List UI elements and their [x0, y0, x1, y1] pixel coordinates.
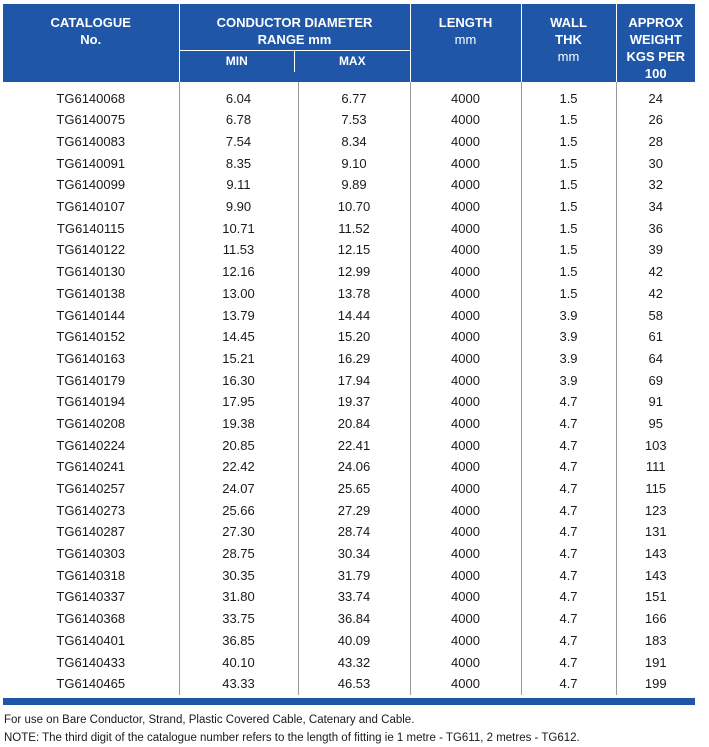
wall-thk-cell: 3.9 — [521, 348, 616, 370]
catalogue-no-cell: TG6140401 — [3, 630, 179, 652]
min-diameter-cell: 9.90 — [179, 196, 298, 218]
catalogue-table — [3, 4, 695, 695]
catalogue-no-cell: TG6140130 — [3, 261, 179, 283]
catalogue-no-cell: TG6140083 — [3, 131, 179, 153]
wall-thk-cell: 1.5 — [521, 109, 616, 131]
weight-cell: 58 — [648, 307, 663, 323]
length-cell: 4000 — [410, 239, 521, 261]
max-diameter-cell: 17.94 — [298, 369, 410, 391]
header-wall-line2: THK — [555, 32, 582, 47]
table-row — [3, 478, 695, 500]
footnotes — [3, 711, 695, 747]
weight-cell: 199 — [644, 676, 667, 692]
catalogue-no-cell: TG6140138 — [3, 283, 179, 305]
max-diameter-cell: 40.09 — [298, 630, 410, 652]
usage-note: For use on Bare Conductor, Strand, Plastic Covered Cable, Catenary and Cable. — [4, 713, 415, 726]
catalogue-no-cell: TG6140257 — [3, 478, 179, 500]
catalogue-no-cell: TG6140208 — [3, 413, 179, 435]
max-diameter-cell: 12.99 — [298, 261, 410, 283]
table-row — [3, 283, 695, 305]
catalogue-no-cell: TG6140337 — [3, 586, 179, 608]
header-catalogue-line1: CATALOGUE — [50, 15, 131, 30]
weight-cell: 191 — [644, 654, 667, 670]
table-row — [3, 217, 695, 239]
table-row — [3, 304, 695, 326]
length-cell: 4000 — [410, 348, 521, 370]
catalogue-no-cell: TG6140179 — [3, 369, 179, 391]
table-row — [3, 543, 695, 565]
length-cell: 4000 — [410, 326, 521, 348]
weight-cell: 123 — [644, 502, 667, 518]
weight-cell: 28 — [648, 134, 663, 150]
wall-thk-cell: 3.9 — [521, 369, 616, 391]
header-length-line2: mm — [454, 32, 477, 47]
length-cell: 4000 — [410, 630, 521, 652]
table-row — [3, 521, 695, 543]
min-diameter-cell: 28.75 — [179, 543, 298, 565]
header-max: MAX — [338, 54, 366, 68]
max-diameter-cell: 12.15 — [298, 239, 410, 261]
table-row — [3, 82, 695, 109]
weight-cell: 32 — [648, 177, 663, 193]
wall-thk-cell: 4.7 — [521, 630, 616, 652]
max-diameter-cell: 16.29 — [298, 348, 410, 370]
catalogue-no-cell: TG6140091 — [3, 152, 179, 174]
max-diameter-cell: 11.52 — [298, 217, 410, 239]
min-diameter-cell: 14.45 — [179, 326, 298, 348]
max-diameter-cell: 13.78 — [298, 283, 410, 305]
min-diameter-cell: 20.85 — [179, 434, 298, 456]
max-diameter-cell: 28.74 — [298, 521, 410, 543]
weight-cell: 64 — [648, 350, 663, 366]
catalogue-no-cell: TG6140433 — [3, 651, 179, 673]
max-diameter-cell: 15.20 — [298, 326, 410, 348]
weight-cell: 24 — [648, 91, 663, 106]
min-diameter-cell: 43.33 — [179, 673, 298, 695]
min-diameter-cell: 6.78 — [179, 109, 298, 131]
min-diameter-cell: 7.54 — [179, 131, 298, 153]
min-diameter-cell: 40.10 — [179, 651, 298, 673]
weight-cell: 111 — [645, 459, 666, 475]
min-diameter-cell: 9.11 — [179, 174, 298, 196]
max-diameter-cell: 7.53 — [298, 109, 410, 131]
max-diameter-cell: 22.41 — [298, 434, 410, 456]
header-conductor-line2: RANGE mm — [257, 32, 332, 47]
max-diameter-cell: 27.29 — [298, 499, 410, 521]
header-min: MIN — [180, 51, 296, 72]
wall-thk-cell: 4.7 — [521, 608, 616, 630]
table-row — [3, 586, 695, 608]
weight-cell: 26 — [648, 112, 663, 128]
max-diameter-cell: 9.10 — [298, 152, 410, 174]
wall-thk-cell: 1.5 — [521, 174, 616, 196]
header-catalogue-no — [3, 4, 179, 82]
catalogue-no-cell: TG6140068 — [3, 82, 179, 109]
catalogue-no-cell: TG6140107 — [3, 196, 179, 218]
table-row — [3, 152, 695, 174]
header-length-line1: LENGTH — [438, 15, 493, 30]
max-diameter-cell: 46.53 — [298, 673, 410, 695]
catalogue-no-cell: TG6140287 — [3, 521, 179, 543]
max-diameter-cell: 6.77 — [298, 82, 410, 109]
length-cell: 4000 — [410, 499, 521, 521]
catalogue-no-cell: TG6140115 — [3, 217, 179, 239]
min-diameter-cell: 12.16 — [179, 261, 298, 283]
catalogue-no-cell: TG6140194 — [3, 391, 179, 413]
table-row — [3, 608, 695, 630]
table-row — [3, 434, 695, 456]
catalogue-no-cell: TG6140241 — [3, 456, 179, 478]
catalogue-table-container — [3, 4, 695, 747]
wall-thk-cell: 4.7 — [521, 543, 616, 565]
table-row — [3, 456, 695, 478]
min-diameter-cell: 24.07 — [179, 478, 298, 500]
wall-thk-cell: 4.7 — [521, 564, 616, 586]
table-row — [3, 564, 695, 586]
length-cell: 4000 — [410, 82, 521, 109]
min-diameter-cell: 15.21 — [179, 348, 298, 370]
min-diameter-cell: 36.85 — [179, 630, 298, 652]
table-row — [3, 391, 695, 413]
wall-thk-cell: 1.5 — [521, 239, 616, 261]
catalogue-no-cell: TG6140152 — [3, 326, 179, 348]
weight-cell: 115 — [645, 481, 667, 497]
max-diameter-cell: 24.06 — [298, 456, 410, 478]
wall-thk-cell: 1.5 — [521, 152, 616, 174]
min-diameter-cell: 22.42 — [179, 456, 298, 478]
min-diameter-cell: 33.75 — [179, 608, 298, 630]
min-diameter-cell: 16.30 — [179, 369, 298, 391]
weight-cell: 34 — [648, 199, 663, 215]
min-diameter-cell: 25.66 — [179, 499, 298, 521]
catalogue-no-cell: TG6140075 — [3, 109, 179, 131]
table-body — [3, 82, 695, 695]
wall-thk-cell: 1.5 — [521, 82, 616, 109]
max-diameter-cell: 33.74 — [298, 586, 410, 608]
length-cell: 4000 — [410, 152, 521, 174]
wall-thk-cell: 4.7 — [521, 499, 616, 521]
wall-thk-cell: 4.7 — [521, 651, 616, 673]
min-diameter-cell: 19.38 — [179, 413, 298, 435]
table-row — [3, 348, 695, 370]
min-diameter-cell: 27.30 — [179, 521, 298, 543]
length-cell: 4000 — [410, 283, 521, 305]
min-diameter-cell: 11.53 — [179, 239, 298, 261]
table-header — [3, 4, 695, 82]
max-diameter-cell: 14.44 — [298, 304, 410, 326]
table-row — [3, 651, 695, 673]
max-diameter-cell: 25.65 — [298, 478, 410, 500]
catalogue-no-cell: TG6140224 — [3, 434, 179, 456]
wall-thk-cell: 1.5 — [521, 131, 616, 153]
table-row — [3, 109, 695, 131]
wall-thk-cell: 1.5 — [521, 196, 616, 218]
max-diameter-cell: 36.84 — [298, 608, 410, 630]
length-cell: 4000 — [410, 261, 521, 283]
weight-cell: 36 — [648, 220, 663, 236]
catalogue-no-cell: TG6140122 — [3, 239, 179, 261]
table-row — [3, 326, 695, 348]
weight-cell: 183 — [644, 632, 667, 648]
wall-thk-cell: 4.7 — [521, 434, 616, 456]
weight-cell: 103 — [644, 437, 667, 453]
length-cell: 4000 — [410, 109, 521, 131]
weight-cell: 166 — [644, 611, 667, 627]
length-cell: 4000 — [410, 608, 521, 630]
bottom-rule — [3, 698, 695, 705]
length-cell: 4000 — [410, 521, 521, 543]
weight-cell: 42 — [648, 264, 663, 280]
length-cell: 4000 — [410, 217, 521, 239]
max-diameter-cell: 31.79 — [298, 564, 410, 586]
wall-thk-cell: 4.7 — [521, 521, 616, 543]
header-conductor-diameter — [179, 4, 410, 82]
max-diameter-cell: 9.89 — [298, 174, 410, 196]
length-cell: 4000 — [410, 564, 521, 586]
weight-cell: 95 — [648, 415, 663, 431]
table-row — [3, 131, 695, 153]
weight-cell: 61 — [648, 329, 663, 345]
weight-cell: 131 — [644, 524, 667, 540]
wall-thk-cell: 1.5 — [521, 261, 616, 283]
max-diameter-cell: 30.34 — [298, 543, 410, 565]
length-cell: 4000 — [410, 651, 521, 673]
length-cell: 4000 — [410, 391, 521, 413]
wall-thk-cell: 3.9 — [521, 304, 616, 326]
header-wall-line1: WALL — [550, 15, 587, 30]
weight-cell: 91 — [648, 394, 663, 410]
wall-thk-cell: 4.7 — [521, 586, 616, 608]
length-cell: 4000 — [410, 196, 521, 218]
length-cell: 4000 — [410, 478, 521, 500]
min-diameter-cell: 8.35 — [179, 152, 298, 174]
catalogue-digit-note: NOTE: The third digit of the catalogue number refers to the length of fitting ie 1 metre - TG611, 2 metres - TG612. — [4, 731, 580, 744]
length-cell: 4000 — [410, 304, 521, 326]
catalogue-no-cell: TG6140163 — [3, 348, 179, 370]
table-row — [3, 499, 695, 521]
length-cell: 4000 — [410, 413, 521, 435]
wall-thk-cell: 4.7 — [521, 478, 616, 500]
max-diameter-cell: 10.70 — [298, 196, 410, 218]
catalogue-no-cell: TG6140303 — [3, 543, 179, 565]
min-diameter-cell: 10.71 — [179, 217, 298, 239]
wall-thk-cell: 4.7 — [521, 391, 616, 413]
max-diameter-cell: 8.34 — [298, 131, 410, 153]
wall-thk-cell: 1.5 — [521, 217, 616, 239]
max-diameter-cell: 43.32 — [298, 651, 410, 673]
table-row — [3, 261, 695, 283]
length-cell: 4000 — [410, 673, 521, 695]
header-catalogue-line2: No. — [80, 32, 102, 47]
wall-thk-cell: 4.7 — [521, 456, 616, 478]
catalogue-no-cell: TG6140099 — [3, 174, 179, 196]
table-row — [3, 196, 695, 218]
length-cell: 4000 — [410, 174, 521, 196]
catalogue-no-cell: TG6140273 — [3, 499, 179, 521]
header-weight-line2: KGS PER 100 — [626, 49, 686, 81]
wall-thk-cell: 4.7 — [521, 413, 616, 435]
weight-cell: 69 — [648, 372, 663, 388]
weight-cell: 42 — [648, 285, 663, 301]
table-row — [3, 174, 695, 196]
header-weight-line1: APPROX WEIGHT — [628, 15, 684, 47]
max-diameter-cell: 19.37 — [298, 391, 410, 413]
weight-cell: 143 — [644, 546, 667, 562]
wall-thk-cell: 3.9 — [521, 326, 616, 348]
length-cell: 4000 — [410, 131, 521, 153]
wall-thk-cell: 1.5 — [521, 283, 616, 305]
header-approx-weight — [616, 4, 695, 82]
weight-cell: 143 — [644, 567, 667, 583]
length-cell: 4000 — [410, 369, 521, 391]
min-diameter-cell: 17.95 — [179, 391, 298, 413]
length-cell: 4000 — [410, 456, 521, 478]
header-wall-thk — [521, 4, 616, 82]
header-conductor-line1: CONDUCTOR DIAMETER — [216, 15, 373, 30]
max-diameter-cell: 20.84 — [298, 413, 410, 435]
min-diameter-cell: 31.80 — [179, 586, 298, 608]
table-row — [3, 413, 695, 435]
length-cell: 4000 — [410, 586, 521, 608]
weight-cell: 30 — [648, 155, 663, 171]
table-row — [3, 369, 695, 391]
length-cell: 4000 — [410, 543, 521, 565]
table-row — [3, 239, 695, 261]
weight-cell: 151 — [644, 589, 667, 605]
catalogue-no-cell: TG6140144 — [3, 304, 179, 326]
wall-thk-cell: 4.7 — [521, 673, 616, 695]
min-diameter-cell: 13.00 — [179, 283, 298, 305]
header-wall-line3: mm — [557, 49, 580, 64]
weight-cell: 39 — [648, 242, 663, 258]
catalogue-no-cell: TG6140465 — [3, 673, 179, 695]
catalogue-no-cell: TG6140318 — [3, 564, 179, 586]
catalogue-no-cell: TG6140368 — [3, 608, 179, 630]
header-length — [410, 4, 521, 82]
table-row — [3, 630, 695, 652]
min-diameter-cell: 6.04 — [179, 82, 298, 109]
length-cell: 4000 — [410, 434, 521, 456]
min-diameter-cell: 30.35 — [179, 564, 298, 586]
min-diameter-cell: 13.79 — [179, 304, 298, 326]
table-row — [3, 673, 695, 695]
